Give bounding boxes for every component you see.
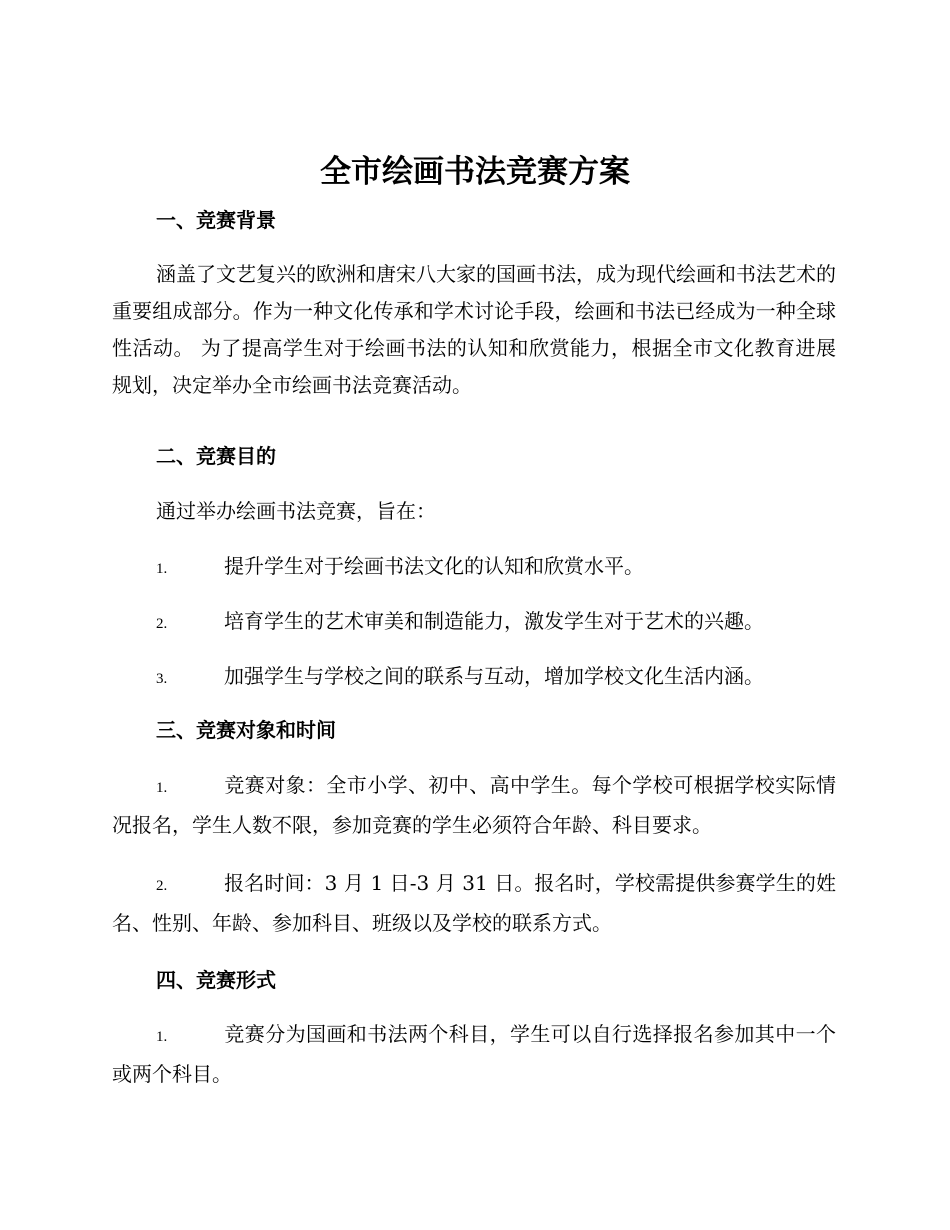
- section-heading-background: 一、竞赛背景: [156, 208, 276, 232]
- list-item-number: 3.: [156, 671, 168, 687]
- list-item: [112, 548, 836, 588]
- list-item-text: 竞赛对象：全市小学、初中、高中学生。每个学校可根据学校实际情况报名，学生人数不限，参加竞赛的学生必须符合年龄、科目要求。: [112, 773, 836, 837]
- purpose-intro: 通过举办绘画书法竞赛，旨在：: [156, 499, 436, 523]
- list-item: [112, 1016, 836, 1093]
- list-item-text: 加强学生与学校之间的联系与互动，增加学校文化生活内涵。: [224, 664, 764, 688]
- list-item-text: 竞赛分为国画和书法两个科目，学生可以自行选择报名参加其中一个或两个科目。: [112, 1022, 836, 1086]
- list-item-number: 2.: [156, 616, 168, 632]
- list-item-number: 2.: [156, 878, 168, 894]
- list-item: [112, 603, 836, 643]
- list-item-text: 报名时间：3 月 1 日-3 月 31 日。报名时，学校需提供参赛学生的姓名、性别、年龄、参加科目、班级以及学校的联系方式。: [112, 871, 836, 935]
- list-item-number: 1.: [156, 1029, 168, 1045]
- list-item: [112, 658, 836, 698]
- list-item-text: 培育学生的艺术审美和制造能力，激发学生对于艺术的兴趣。: [224, 609, 764, 633]
- list-item: [112, 767, 836, 844]
- list-item-text: 提升学生对于绘画书法文化的认知和欣赏水平。: [224, 554, 644, 578]
- background-paragraph: 涵盖了文艺复兴的欧洲和唐宋八大家的国画书法，成为现代绘画和书法艺术的重要组成部分。作为一种文化传承和学术讨论手段，绘画和书法已经成为一种全球性活动。 为了提高学生对于绘画书法的认知和欣赏能力，根据全市文化教育进展规划，决定举办全市绘画书法竞赛活动。: [112, 262, 836, 397]
- section-heading-purpose: 二、竞赛目的: [156, 444, 276, 468]
- document-title: 全市绘画书法竞赛方案: [320, 154, 630, 190]
- section-heading-format: 四、竞赛形式: [156, 968, 276, 992]
- list-item-number: 1.: [156, 561, 168, 577]
- list-item: [112, 865, 836, 942]
- section-heading-participants-time: 三、竞赛对象和时间: [156, 718, 336, 742]
- list-item-number: 1.: [156, 780, 168, 796]
